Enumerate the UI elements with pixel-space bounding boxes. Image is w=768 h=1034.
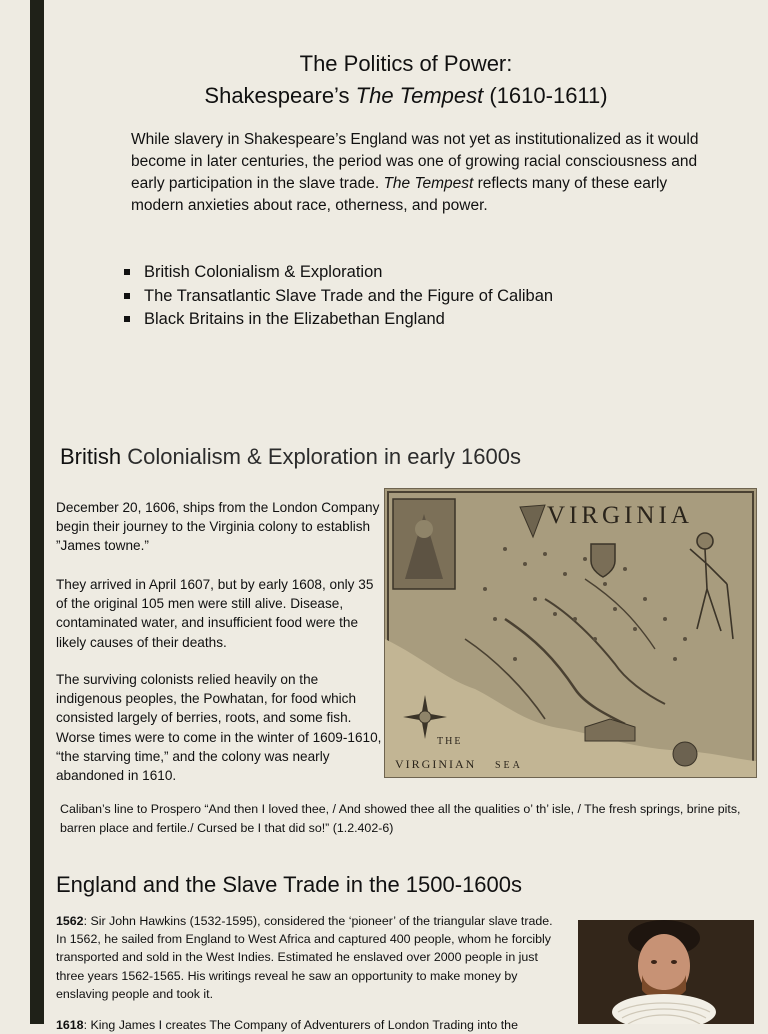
- topic-label: The Transatlantic Slave Trade and the Figure of Caliban: [144, 286, 554, 305]
- left-accent-bar: [30, 0, 44, 1024]
- topic-list: [124, 261, 553, 332]
- square-bullet-icon: [124, 293, 130, 299]
- square-bullet-icon: [124, 316, 130, 322]
- colonialism-paragraph-2: They arrived in April 1607, but by early 1608, only 35 of the original 105 men were still alive. Disease, contaminated water, and insufficient food were the likely causes of their deaths.: [56, 577, 374, 650]
- topic-list-item: [124, 308, 553, 332]
- year-1562-label: 1562: [56, 914, 84, 928]
- heading-word-british: British: [60, 444, 122, 469]
- map-label-virginian: VIRGINIAN: [395, 757, 477, 771]
- title-line2-post: (1610-1611): [483, 83, 608, 108]
- page-title-line2: [60, 80, 752, 112]
- title-line2-pre: Shakespeare’s: [204, 83, 356, 108]
- hawkins-paragraph: [56, 912, 566, 1003]
- virginia-map-image: [384, 488, 757, 778]
- section-heading-slave-trade: England and the Slave Trade in the 1500-1600s: [56, 872, 523, 897]
- colonialism-paragraph-1: December 20, 1606, ships from the London Company begin their journey to the Virginia colony to establish ”James towne.”: [56, 500, 380, 554]
- map-label-sea: SEA: [495, 760, 523, 771]
- intro-pre: While slavery in Shakespeare’s England was not yet as institutionalized as it would become in later centuries, the period was one of growing racial consciousness and early participation in the slave trade.: [131, 131, 699, 192]
- square-bullet-icon: [124, 269, 130, 275]
- virginia-map-drawing: [385, 489, 756, 777]
- topic-label: British Colonialism & Exploration: [144, 263, 383, 281]
- colonialism-paragraph-3: The surviving colonists relied heavily on the indigenous peoples, the Powhatan, for food which consisted largely of berries, roots, and some fish. Worse times were to come in the winter of 1609-1610, “the starving time,” and the colony was nearly abandoned in 1610.: [56, 672, 382, 784]
- title-line2-em: The Tempest: [355, 83, 484, 108]
- map-label-the: THE: [437, 736, 463, 747]
- topic-list-item: [124, 261, 553, 285]
- caliban-quote: Caliban’s line to Prospero “And then I loved thee, / And showed thee all the qualities o’ th’ isle, / The fresh springs, brine pits, barren place and fertile./ Cursed be I that did so!” (1.2.402-6): [60, 802, 741, 835]
- year-1618-label: 1618: [56, 1018, 84, 1032]
- king-james-text: : King James I creates The Company of Adventurers of London Trading into the: [83, 1018, 518, 1032]
- map-title-text: VIRGINIA: [547, 502, 693, 529]
- king-james-paragraph: [56, 1016, 566, 1034]
- hawkins-text: : Sir John Hawkins (1532-1595), considered the ‘pioneer’ of the triangular slave trade. In 1562, he sailed from England to West Africa and captured 400 people, whom he forcibly transported and sold in the West Indies. Estimated he enslaved over 2000 people in just three years 1562-1565. His writings reveal he saw an opportunity to make money by enslaving people and took it.: [56, 914, 553, 1001]
- page-title-line1: [60, 48, 752, 80]
- intro-em: The Tempest: [383, 175, 474, 192]
- section-heading-colonialism: [60, 442, 521, 472]
- intro-paragraph: [131, 129, 711, 217]
- intro-post: reflects many of these early modern anxieties about race, otherness, and power.: [131, 175, 668, 214]
- topic-label: Black Britains in the Elizabethan England: [144, 310, 445, 328]
- title-line1-text: The Politics of Power:: [299, 51, 513, 76]
- heading-rest: Colonialism & Exploration in early 1600s: [121, 444, 521, 469]
- topic-list-item: [124, 285, 553, 309]
- portrait-drawing: [578, 920, 754, 1024]
- hawkins-portrait-image: [578, 920, 754, 1024]
